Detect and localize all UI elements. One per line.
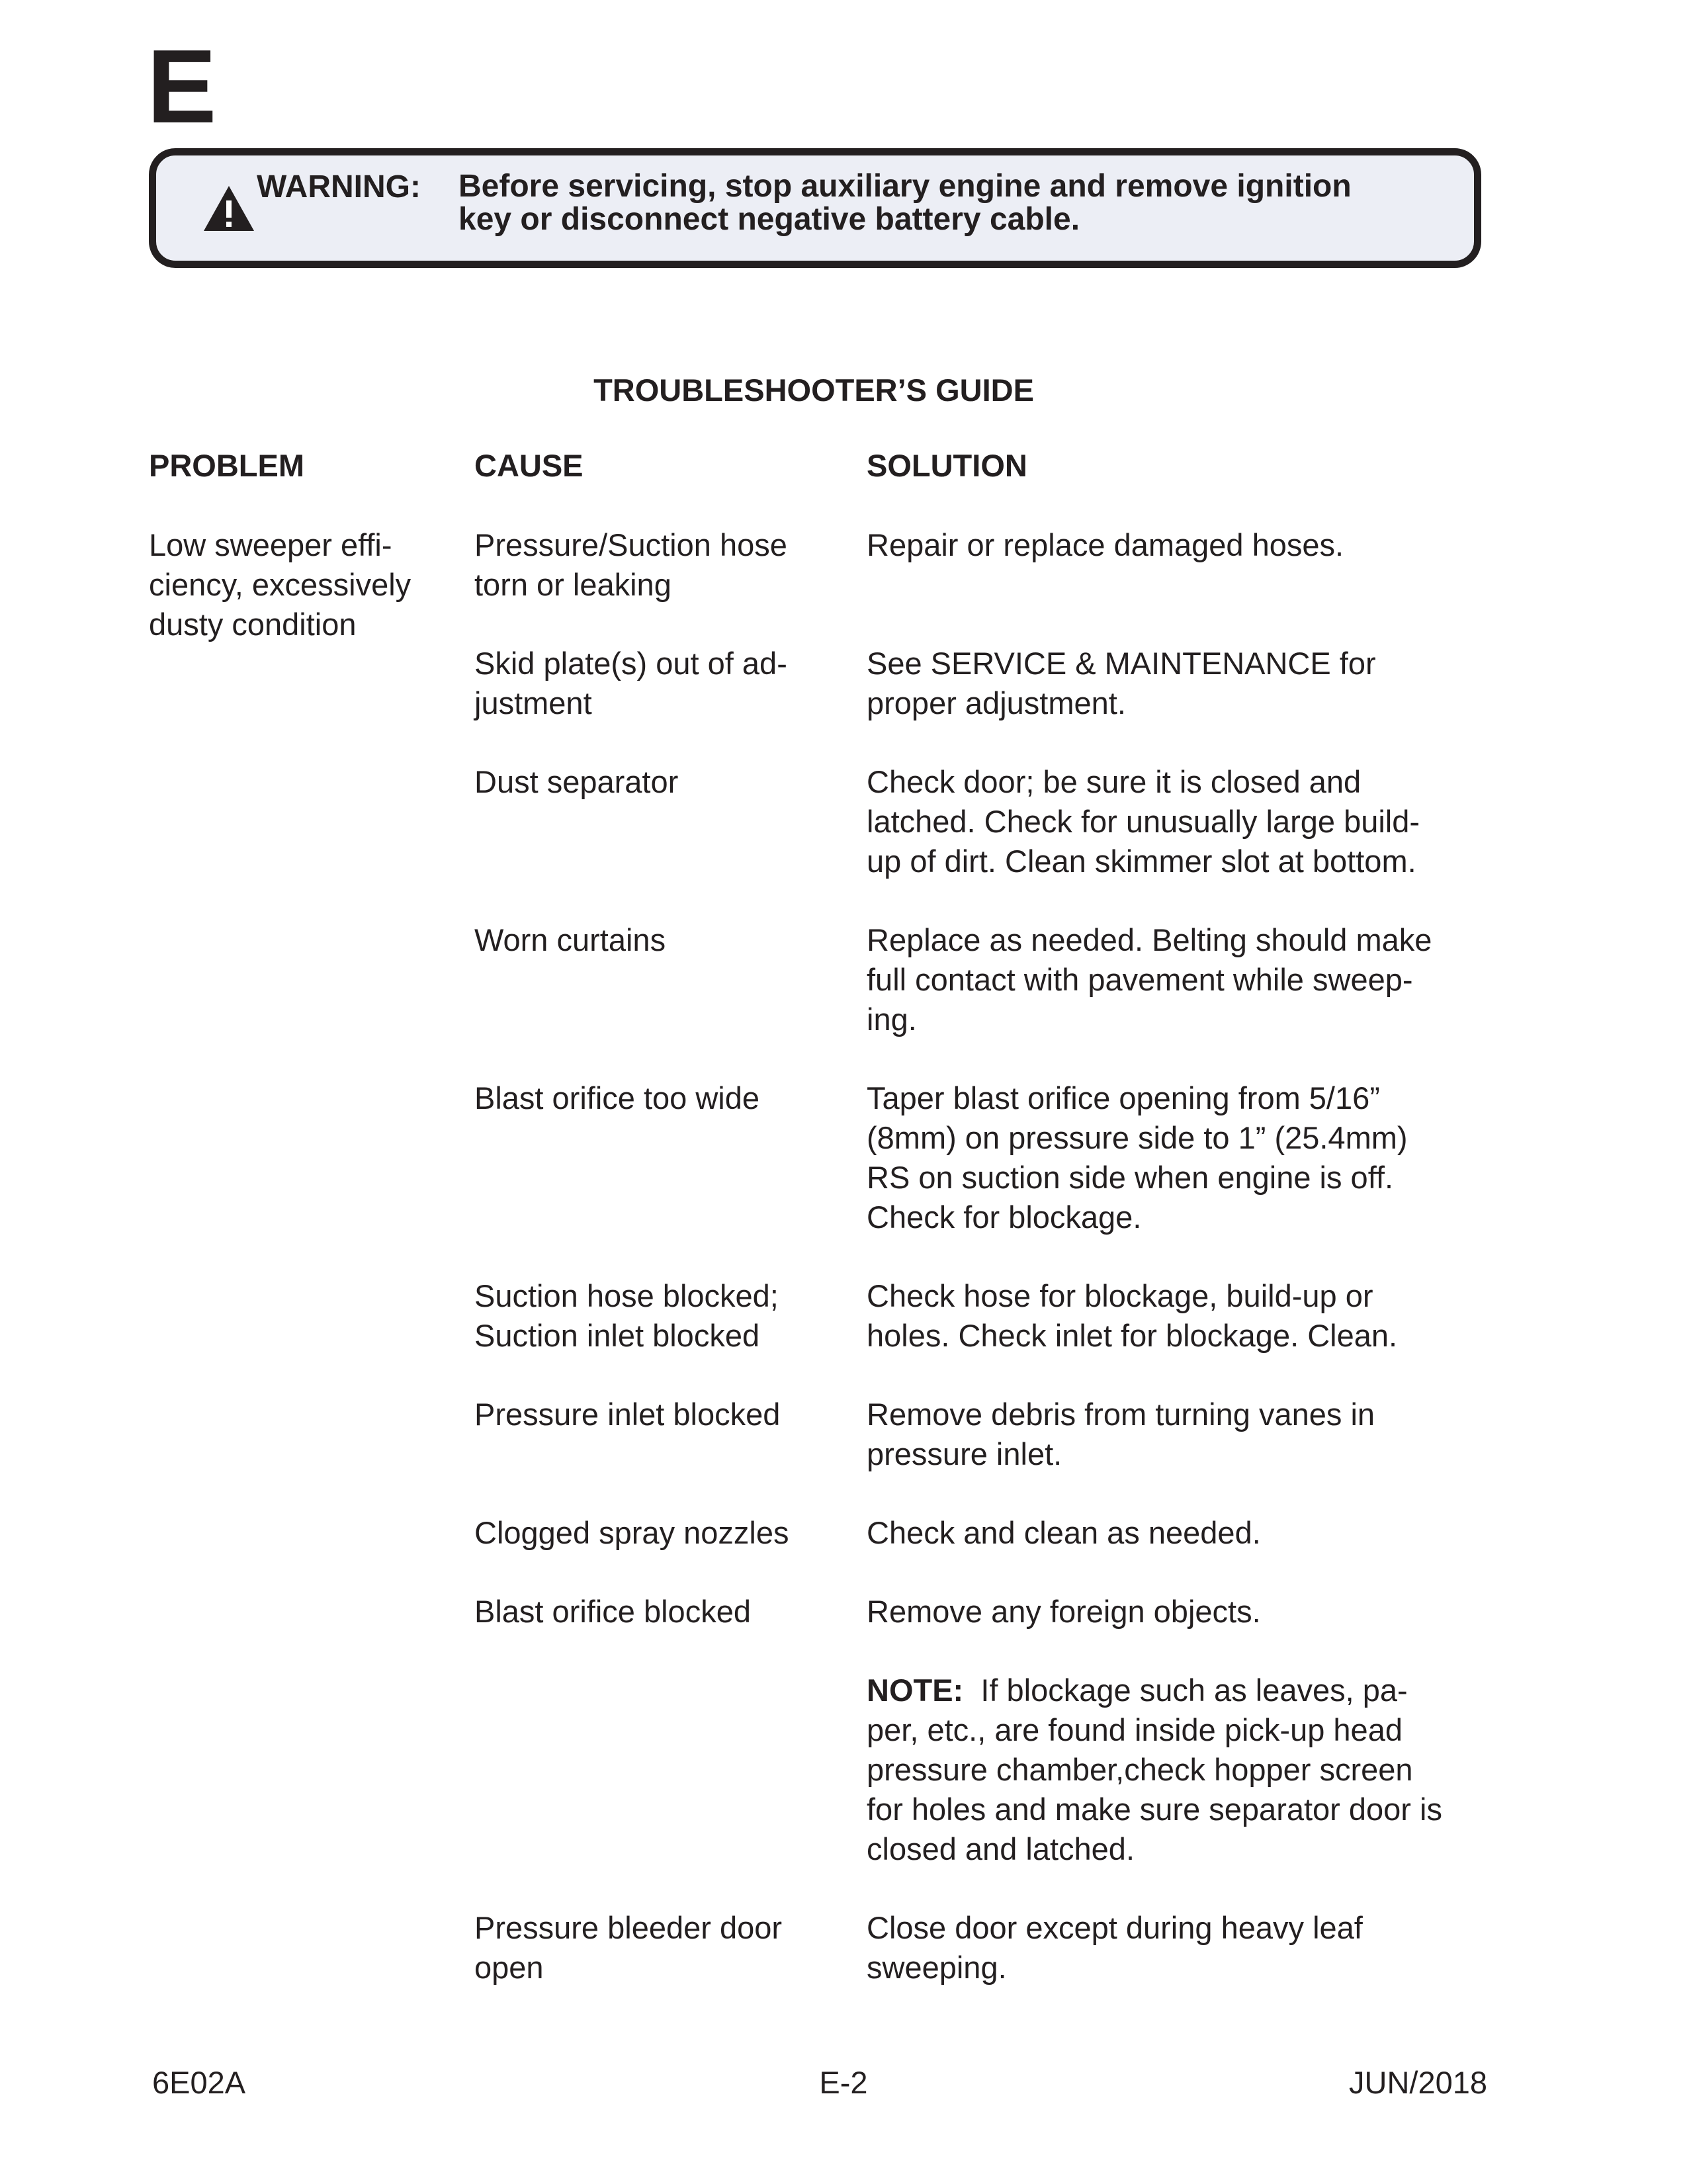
solution-cell bbox=[867, 1908, 1363, 1987]
solution-cell bbox=[867, 1592, 1261, 1632]
problem-header: PROBLEM bbox=[149, 448, 304, 483]
problem-line: ciency, excessively bbox=[149, 567, 411, 602]
cause-cell bbox=[474, 525, 787, 605]
solution-line: Close door except during heavy leaf bbox=[867, 1910, 1363, 1945]
note-text: If blockage such as leaves, pa- bbox=[980, 1673, 1408, 1708]
solution-cell bbox=[867, 1395, 1375, 1474]
note-block bbox=[867, 1671, 1442, 1869]
cause-line: torn or leaking bbox=[474, 567, 671, 602]
solution-line: ing. bbox=[867, 1002, 917, 1037]
cause-line: Dust separator bbox=[474, 764, 679, 799]
solution-line: Remove debris from turning vanes in bbox=[867, 1397, 1375, 1432]
solution-line: Check for blockage. bbox=[867, 1200, 1142, 1235]
solution-line: Repair or replace damaged hoses. bbox=[867, 527, 1344, 562]
solution-line: Taper blast orifice opening from 5/16” bbox=[867, 1080, 1380, 1115]
cause-cell bbox=[474, 1078, 759, 1118]
solution-line: up of dirt. Clean skimmer slot at bottom. bbox=[867, 844, 1416, 879]
solution-line: Check hose for blockage, build-up or bbox=[867, 1278, 1373, 1313]
cause-line: Clogged spray nozzles bbox=[474, 1515, 789, 1550]
problem-line: dusty condition bbox=[149, 607, 357, 642]
solution-line: proper adjustment. bbox=[867, 685, 1126, 721]
warning-text-line: Before servicing, stop auxiliary engine and remove ignition bbox=[458, 169, 1352, 204]
cause-line: Worn curtains bbox=[474, 922, 666, 957]
cause-line: Suction inlet blocked bbox=[474, 1318, 760, 1353]
solution-cell bbox=[867, 762, 1420, 881]
cause-line: Skid plate(s) out of ad- bbox=[474, 646, 787, 681]
solution-line: (8mm) on pressure side to 1” (25.4mm) bbox=[867, 1120, 1408, 1155]
note-line: per, etc., are found inside pick-up head bbox=[867, 1712, 1403, 1747]
warning-triangle-icon bbox=[202, 185, 255, 232]
solution-cell bbox=[867, 1276, 1397, 1356]
cause-cell bbox=[474, 762, 678, 802]
solution-cell bbox=[867, 1513, 1261, 1553]
guide-title: TROUBLESHOOTER’S GUIDE bbox=[593, 372, 1034, 408]
cause-cell bbox=[474, 1276, 779, 1356]
cause-header: CAUSE bbox=[474, 448, 584, 483]
note-line: for holes and make sure separator door is bbox=[867, 1792, 1442, 1827]
solution-line: Check and clean as needed. bbox=[867, 1515, 1261, 1550]
solution-line: full contact with pavement while sweep- bbox=[867, 962, 1413, 997]
cause-cell bbox=[474, 644, 787, 723]
cause-line: open bbox=[474, 1950, 544, 1985]
cause-cell bbox=[474, 1395, 780, 1434]
warning-label: WARNING: bbox=[257, 169, 421, 204]
solution-line: See SERVICE & MAINTENANCE for bbox=[867, 646, 1376, 681]
section-letter: E bbox=[147, 28, 217, 145]
footer-page-number: E-2 bbox=[819, 2065, 868, 2100]
note-label: NOTE: bbox=[867, 1673, 964, 1708]
solution-line: pressure inlet. bbox=[867, 1436, 1062, 1471]
solution-line: latched. Check for unusually large build- bbox=[867, 804, 1420, 839]
cause-line: Blast orifice too wide bbox=[474, 1080, 760, 1115]
cause-line: Pressure bleeder door bbox=[474, 1910, 783, 1945]
solution-cell bbox=[867, 920, 1432, 1039]
problem-cell bbox=[149, 525, 411, 644]
cause-cell bbox=[474, 1908, 782, 1987]
cause-line: Blast orifice blocked bbox=[474, 1594, 751, 1629]
solution-line: Check door; be sure it is closed and bbox=[867, 764, 1362, 799]
footer-date: JUN/2018 bbox=[1349, 2065, 1487, 2100]
solution-line: RS on suction side when engine is off. bbox=[867, 1160, 1394, 1195]
solution-line: Replace as needed. Belting should make bbox=[867, 922, 1432, 957]
note-line: pressure chamber,check hopper screen bbox=[867, 1752, 1413, 1787]
footer-doc-code: 6E02A bbox=[152, 2065, 246, 2100]
cause-line: Pressure inlet blocked bbox=[474, 1397, 781, 1432]
cause-line: Suction hose blocked; bbox=[474, 1278, 779, 1313]
warning-text-line: key or disconnect negative battery cable. bbox=[458, 202, 1080, 237]
cause-cell bbox=[474, 1513, 789, 1553]
solution-cell bbox=[867, 1078, 1408, 1237]
cause-cell bbox=[474, 1592, 751, 1632]
problem-line: Low sweeper effi- bbox=[149, 527, 392, 562]
note-line bbox=[867, 1671, 1442, 1710]
warning-text bbox=[458, 170, 1451, 236]
solution-line: holes. Check inlet for blockage. Clean. bbox=[867, 1318, 1398, 1353]
warning-box bbox=[149, 148, 1481, 268]
solution-cell bbox=[867, 644, 1376, 723]
solution-line: Remove any foreign objects. bbox=[867, 1594, 1261, 1629]
cause-cell bbox=[474, 920, 666, 960]
solution-cell bbox=[867, 525, 1344, 565]
solution-line: sweeping. bbox=[867, 1950, 1007, 1985]
note-line: closed and latched. bbox=[867, 1831, 1135, 1866]
cause-line: Pressure/Suction hose bbox=[474, 527, 787, 562]
cause-line: justment bbox=[474, 685, 592, 721]
solution-header: SOLUTION bbox=[867, 448, 1027, 483]
